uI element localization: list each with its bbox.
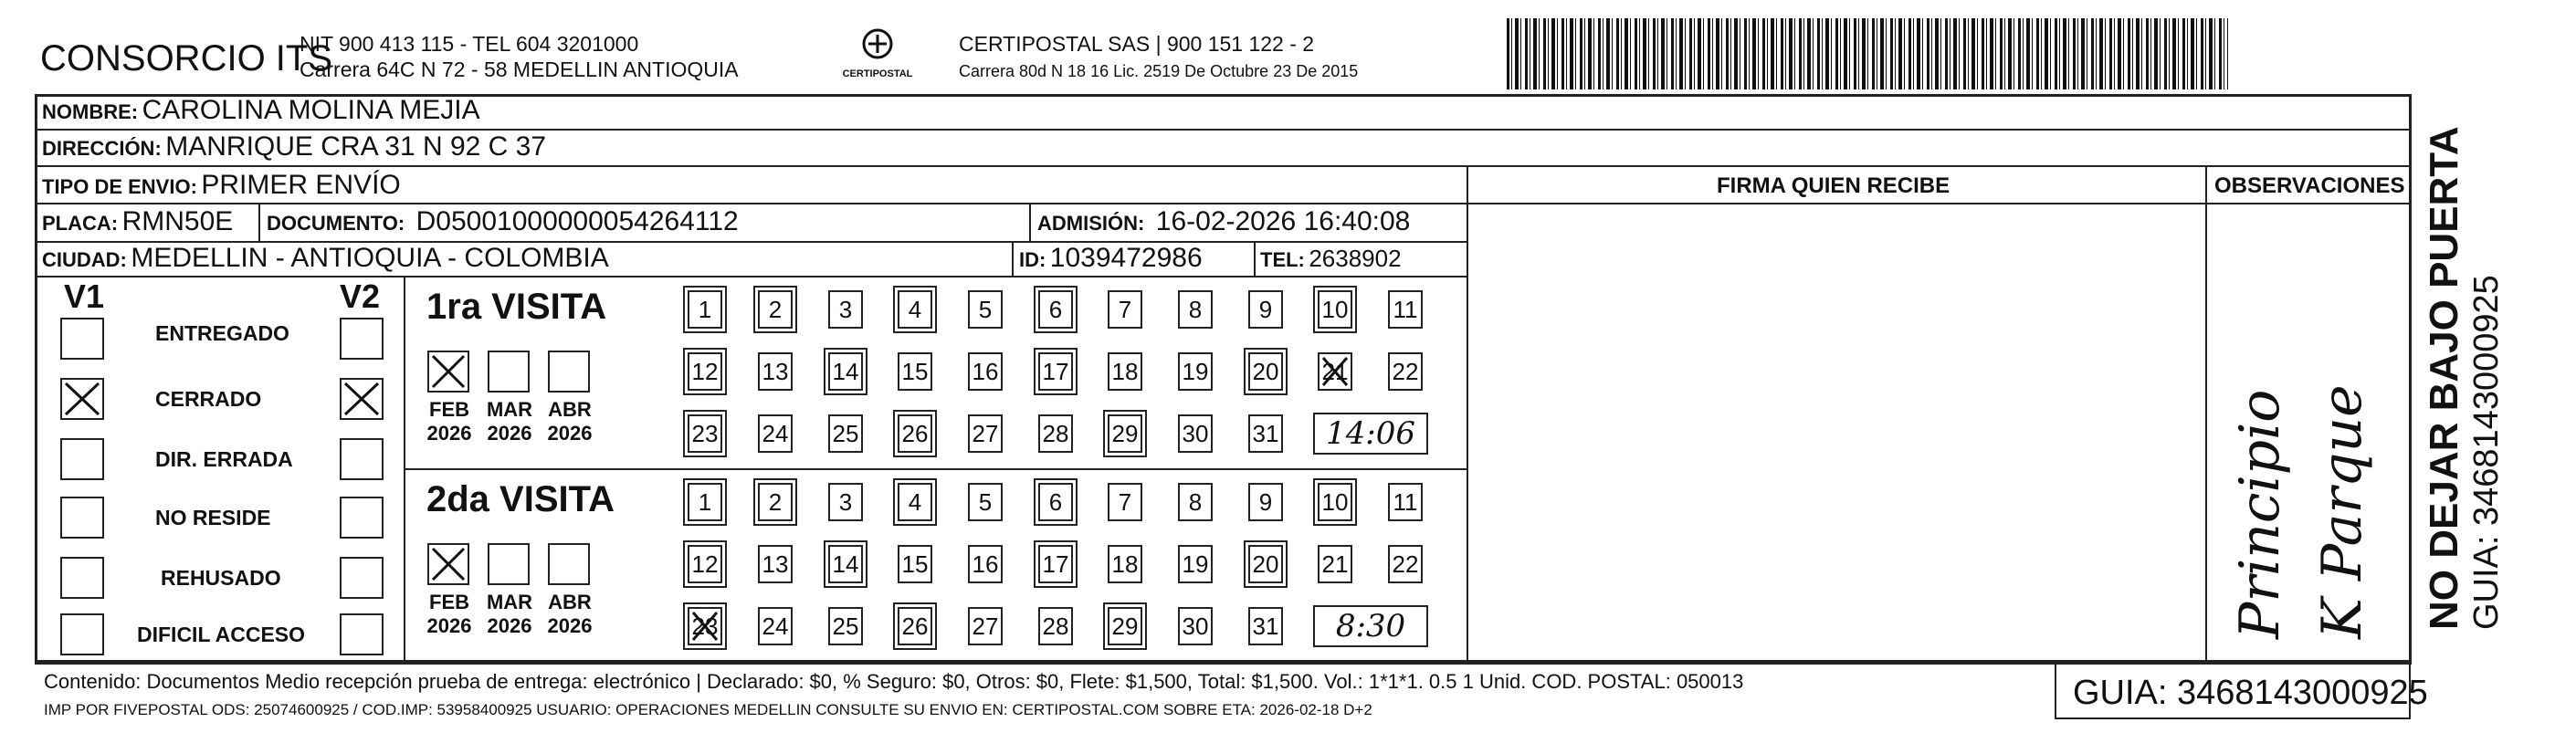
company-address: Carrera 64C N 72 - 58 MEDELLIN ANTIOQUIA (300, 58, 739, 81)
carrier-license: Carrera 80d N 18 16 Lic. 2519 De Octubre 23 De 2015 (959, 62, 1359, 80)
status-label: CERRADO (155, 387, 262, 411)
certipostal-logo (838, 27, 917, 79)
observacion-line-1: Principio (2228, 389, 2292, 639)
v2-checkbox[interactable] (340, 318, 384, 360)
day-box[interactable]: 29 (1108, 607, 1142, 645)
id-field (1019, 243, 1203, 274)
day-box[interactable]: 18 (1108, 545, 1142, 583)
id-value: 1039472986 (1049, 243, 1203, 273)
day-box[interactable]: 1 (688, 290, 722, 329)
month-checkbox[interactable] (488, 543, 530, 585)
tipo-value: PRIMER ENVÍO (201, 170, 401, 200)
v1-checkbox[interactable] (60, 318, 104, 360)
x-mark-icon (342, 380, 382, 418)
month-year: 2026 (487, 614, 532, 637)
day-box[interactable]: 16 (968, 545, 1003, 583)
v2-checkbox[interactable] (340, 497, 384, 539)
admision-value: 16-02-2026 16:40:08 (1155, 206, 1411, 236)
placa-value: RMN50E (121, 206, 234, 236)
day-box[interactable]: 20 (1248, 545, 1283, 583)
firma-header (1717, 173, 1950, 199)
month-label (482, 591, 537, 638)
id-label: ID: (1019, 248, 1046, 271)
month-label (482, 398, 537, 445)
logo-text: CERTIPOSTAL (842, 68, 913, 79)
day-box[interactable]: 13 (758, 545, 793, 583)
v1-checkbox[interactable] (60, 557, 104, 599)
day-box[interactable]: 22 (1388, 352, 1423, 391)
day-box[interactable]: 30 (1178, 414, 1213, 453)
month-checkbox[interactable] (488, 351, 530, 393)
day-box[interactable]: 28 (1038, 607, 1073, 645)
v1-checkbox[interactable] (60, 497, 104, 539)
visit-time[interactable]: 8:30 (1313, 605, 1428, 647)
observaciones-label: OBSERVACIONES (2214, 173, 2405, 198)
day-box[interactable]: 24 (758, 607, 793, 645)
month-checkbox[interactable] (427, 351, 469, 393)
day-box[interactable]: 17 (1038, 545, 1073, 583)
month-label (542, 591, 597, 638)
day-box[interactable]: 8 (1178, 290, 1213, 329)
day-box[interactable]: 7 (1108, 290, 1142, 329)
day-box[interactable]: 30 (1178, 607, 1213, 645)
admision-label: ADMISIÓN: (1037, 212, 1145, 235)
v2-checkbox[interactable] (340, 378, 384, 420)
day-box[interactable]: 24 (758, 414, 793, 453)
month-name: ABR (548, 591, 592, 613)
carrier-name: CERTIPOSTAL SAS | 900 151 122 - 2 (959, 32, 1315, 56)
month-year: 2026 (426, 614, 472, 637)
day-box[interactable]: 3 (828, 483, 863, 521)
month-year: 2026 (547, 422, 593, 445)
day-box[interactable]: 27 (968, 607, 1003, 645)
x-mark-icon (62, 380, 102, 418)
month-label (422, 398, 477, 445)
tel-field (1260, 245, 1402, 273)
observaciones-header (2214, 173, 2405, 199)
side-warning: NO DEJAR BAJO PUERTA (2422, 126, 2466, 630)
day-box[interactable]: 4 (898, 483, 932, 521)
tipo-label: TIPO DE ENVIO: (42, 175, 197, 198)
ciudad-value: MEDELLIN - ANTIOQUIA - COLOMBIA (131, 243, 609, 273)
status-label: DIR. ERRADA (155, 447, 293, 471)
day-box[interactable]: 12 (688, 545, 722, 583)
nombre-value: CAROLINA MOLINA MEJIA (142, 95, 480, 125)
visit-time[interactable]: 14:06 (1313, 413, 1428, 455)
day-box[interactable]: 15 (898, 545, 932, 583)
day-box[interactable]: 19 (1178, 352, 1213, 391)
footer-contenido: Contenido: Documentos Medio recepción prueba de entrega: electrónico | Declarado: $0, % Seguro: $0, Otros: $0, Flete: $1,500, Total: $1,500. Vol.: 1*1*1. 0.5 1 Unid. COD. POSTAL: 050013 (44, 670, 1744, 693)
day-box[interactable]: 8 (1178, 483, 1213, 521)
company-name: CONSORCIO ITS (40, 38, 333, 79)
day-box[interactable]: 25 (828, 607, 863, 645)
day-box[interactable]: 31 (1248, 607, 1283, 645)
month-label (422, 591, 477, 638)
day-box[interactable]: 5 (968, 483, 1003, 521)
day-box[interactable]: 18 (1108, 352, 1142, 391)
day-box[interactable]: 9 (1248, 483, 1283, 521)
x-mark-icon (689, 609, 720, 644)
day-box[interactable]: 7 (1108, 483, 1142, 521)
nombre-row (42, 95, 480, 126)
company-nit: NIT 900 413 115 - TEL 604 3201000 (300, 32, 639, 56)
direccion-label: DIRECCIÓN: (42, 137, 162, 160)
month-label (542, 398, 597, 445)
day-box[interactable]: 21 (1318, 352, 1352, 391)
status-label: NO RESIDE (155, 506, 271, 529)
month-name: FEB (429, 591, 469, 613)
placa-field (42, 206, 233, 237)
x-mark-icon (429, 545, 468, 583)
day-box[interactable]: 14 (828, 352, 863, 391)
day-box[interactable]: 15 (898, 352, 932, 391)
day-box[interactable]: 1 (688, 483, 722, 521)
month-name: ABR (548, 398, 592, 421)
status-label: ENTREGADO (155, 321, 289, 345)
day-box[interactable]: 31 (1248, 414, 1283, 453)
status-label: DIFICIL ACCESO (137, 623, 306, 646)
documento-value: D05001000000054264112 (415, 206, 739, 236)
day-box[interactable]: 6 (1038, 290, 1073, 329)
day-box[interactable]: 2 (758, 483, 793, 521)
visit-title: 2da VISITA (426, 479, 615, 519)
month-year: 2026 (487, 422, 532, 445)
admision-field (1037, 206, 1410, 237)
x-mark-icon (429, 352, 468, 391)
documento-field (267, 206, 739, 237)
v2-checkbox[interactable] (340, 557, 384, 599)
day-box[interactable]: 11 (1388, 290, 1423, 329)
day-box[interactable]: 25 (828, 414, 863, 453)
day-box[interactable]: 13 (758, 352, 793, 391)
x-mark-icon (1320, 354, 1351, 389)
day-box[interactable]: 11 (1388, 483, 1423, 521)
day-box[interactable]: 28 (1038, 414, 1073, 453)
day-box[interactable]: 14 (828, 545, 863, 583)
v2-label: V2 (340, 278, 381, 315)
day-box[interactable]: 23 (688, 607, 722, 645)
documento-label: DOCUMENTO: (267, 212, 405, 235)
day-box[interactable]: 29 (1108, 414, 1142, 453)
side-guia: GUIA: 3468143000925 (2467, 275, 2506, 630)
v2-checkbox[interactable] (340, 438, 384, 480)
day-box[interactable]: 12 (688, 352, 722, 391)
direccion-value: MANRIQUE CRA 31 N 92 C 37 (165, 131, 547, 162)
month-name: FEB (429, 398, 469, 421)
firma-label: FIRMA QUIEN RECIBE (1717, 173, 1950, 198)
day-box[interactable]: 5 (968, 290, 1003, 329)
month-checkbox[interactable] (548, 543, 590, 585)
placa-label: PLACA: (42, 212, 119, 235)
visit-title: 1ra VISITA (426, 287, 607, 327)
footer-guia: GUIA: 3468143000925 (2073, 674, 2428, 712)
ciudad-field (42, 243, 609, 274)
month-name: MAR (486, 591, 533, 613)
tel-label: TEL: (1260, 248, 1305, 271)
month-name: MAR (486, 398, 533, 421)
observacion-line-2: K Parque (2310, 384, 2374, 639)
status-label: REHUSADO (161, 566, 281, 590)
v1-checkbox[interactable] (60, 613, 104, 655)
day-box[interactable]: 10 (1318, 290, 1352, 329)
v1-checkbox[interactable] (60, 438, 104, 480)
day-box[interactable]: 17 (1038, 352, 1073, 391)
day-box[interactable]: 23 (688, 414, 722, 453)
day-box[interactable]: 9 (1248, 290, 1283, 329)
v1-checkbox[interactable] (60, 378, 104, 420)
footer-impresion: IMP POR FIVEPOSTAL ODS: 25074600925 / COD.IMP: 53958400925 USUARIO: OPERACIONES MEDELLIN CONSULTE SU ENVIO EN: CERTIPOSTAL.COM SOBRE ETA: 2026-02-18 D+2 (44, 701, 1372, 718)
tel-value: 2638902 (1309, 245, 1402, 272)
day-box[interactable]: 27 (968, 414, 1003, 453)
day-box[interactable]: 22 (1388, 545, 1423, 583)
day-box[interactable]: 10 (1318, 483, 1352, 521)
tipo-row (42, 170, 401, 201)
month-year: 2026 (426, 422, 472, 445)
direccion-row (42, 131, 546, 162)
day-box[interactable]: 20 (1248, 352, 1283, 391)
day-box[interactable]: 4 (898, 290, 932, 329)
day-box[interactable]: 3 (828, 290, 863, 329)
barcode (1507, 18, 2228, 89)
v1-label: V1 (64, 278, 105, 315)
month-checkbox[interactable] (427, 543, 469, 585)
logo-icon (855, 27, 900, 64)
day-box[interactable]: 2 (758, 290, 793, 329)
month-year: 2026 (547, 614, 593, 637)
month-checkbox[interactable] (548, 351, 590, 393)
v2-checkbox[interactable] (340, 613, 384, 655)
day-box[interactable]: 16 (968, 352, 1003, 391)
day-box[interactable]: 6 (1038, 483, 1073, 521)
day-box[interactable]: 26 (898, 607, 932, 645)
nombre-label: NOMBRE: (42, 100, 139, 123)
day-box[interactable]: 21 (1318, 545, 1352, 583)
ciudad-label: CIUDAD: (42, 248, 127, 271)
day-box[interactable]: 26 (898, 414, 932, 453)
day-box[interactable]: 19 (1178, 545, 1213, 583)
